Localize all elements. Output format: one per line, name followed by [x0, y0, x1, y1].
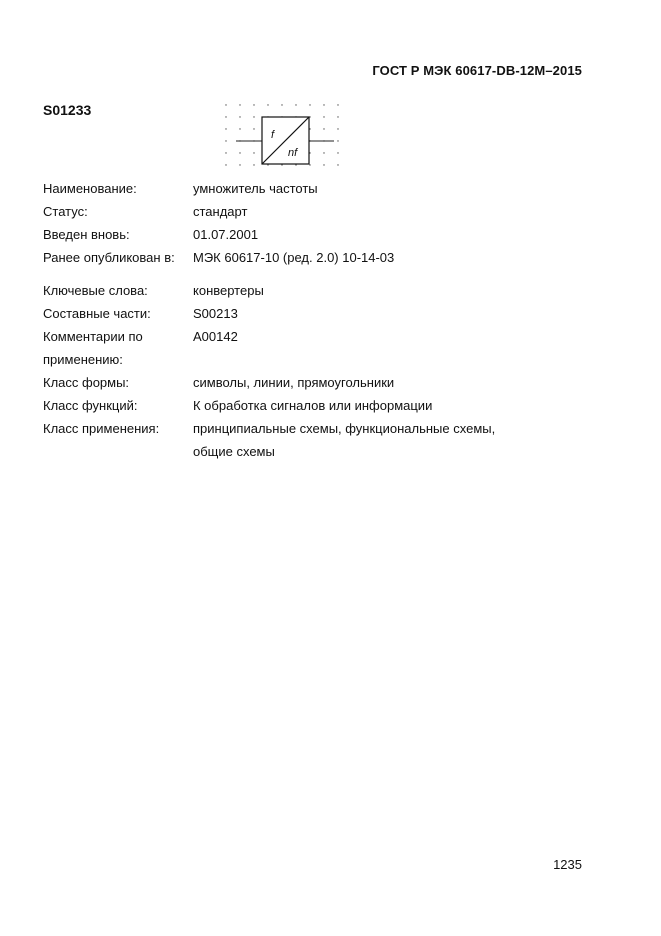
output-frequency-label: nf — [288, 147, 298, 159]
grid-dot — [337, 164, 338, 165]
field-label: Класс применения: — [43, 421, 160, 436]
field-comments — [43, 325, 603, 348]
field-published — [43, 246, 603, 269]
field-value: принципиальные схемы, функциональные схемы, — [193, 421, 496, 436]
page-number: 1235 — [553, 857, 582, 872]
grid-dot — [323, 104, 324, 105]
grid-dot — [281, 104, 282, 105]
field-name — [43, 177, 603, 200]
field-function-class — [43, 394, 603, 417]
grid-dot — [253, 104, 254, 105]
field-status — [43, 200, 603, 223]
grid-dot — [239, 104, 240, 105]
grid-dot — [337, 140, 338, 141]
grid-dot — [337, 128, 338, 129]
field-components — [43, 302, 603, 325]
field-label: Статус: — [43, 204, 88, 219]
input-frequency-label: f — [271, 129, 275, 141]
field-value: К обработка сигналов или информации — [193, 398, 433, 413]
field-label: Составные части: — [43, 306, 151, 321]
grid-dot — [225, 104, 226, 105]
field-value: МЭК 60617-10 (ред. 2.0) 10-14-03 — [193, 250, 395, 265]
grid-dot — [225, 128, 226, 129]
grid-dot — [253, 116, 254, 117]
grid-dot — [253, 164, 254, 165]
grid-dot — [337, 152, 338, 153]
grid-dot — [239, 152, 240, 153]
field-value: A00142 — [193, 329, 238, 344]
field-label: Ключевые слова: — [43, 283, 148, 298]
field-application-class — [43, 417, 603, 440]
document-header: ГОСТ Р МЭК 60617-DB-12M–2015 — [372, 63, 582, 78]
grid-dot — [337, 116, 338, 117]
grid-dot — [239, 116, 240, 117]
grid-dot — [295, 104, 296, 105]
grid-dot — [225, 140, 226, 141]
grid-dot — [239, 128, 240, 129]
field-label: Комментарии по — [43, 329, 143, 344]
field-label: Введен вновь: — [43, 227, 130, 242]
field-label: Наименование: — [43, 181, 137, 196]
grid-dot — [323, 116, 324, 117]
grid-dot — [239, 164, 240, 165]
field-shape-class — [43, 371, 603, 394]
field-value: стандарт — [193, 204, 248, 219]
grid-dot — [267, 104, 268, 105]
grid-dot — [323, 152, 324, 153]
field-value: умножитель частоты — [193, 181, 318, 196]
field-introduced — [43, 223, 603, 246]
field-application-class-continued — [43, 440, 603, 463]
field-value: символы, линии, прямоугольники — [193, 375, 395, 390]
symbol-code: S01233 — [43, 102, 92, 118]
grid-dot — [225, 164, 226, 165]
grid-dot — [253, 128, 254, 129]
field-value: 01.07.2001 — [193, 227, 259, 242]
field-value: конвертеры — [193, 283, 264, 298]
field-comments-continued — [43, 348, 603, 371]
grid-dot — [323, 164, 324, 165]
grid-dot — [225, 116, 226, 117]
grid-dot — [337, 104, 338, 105]
symbol-attributes — [43, 177, 603, 463]
grid-dot — [253, 152, 254, 153]
grid-dot — [309, 104, 310, 105]
field-value: общие схемы — [193, 444, 275, 459]
field-label: применению: — [43, 352, 123, 367]
grid-dot — [225, 152, 226, 153]
field-label: Ранее опубликован в: — [43, 250, 175, 265]
field-value: S00213 — [193, 306, 238, 321]
grid-dot — [323, 128, 324, 129]
field-label: Класс функций: — [43, 398, 138, 413]
field-label: Класс формы: — [43, 375, 130, 390]
field-keywords — [43, 279, 603, 302]
frequency-multiplier-symbol-icon — [222, 101, 350, 171]
